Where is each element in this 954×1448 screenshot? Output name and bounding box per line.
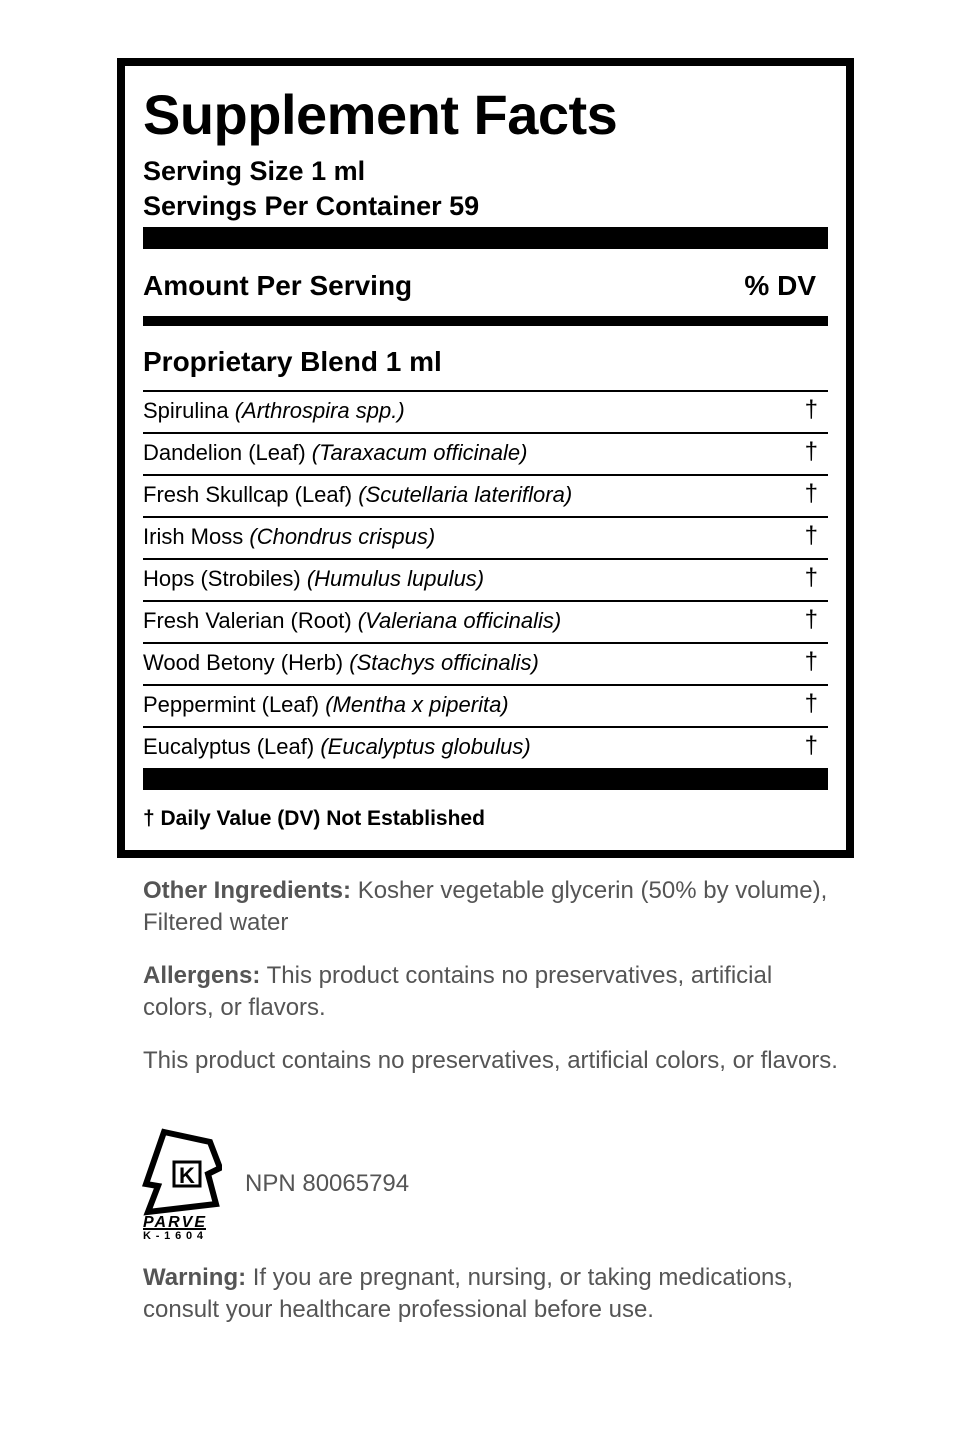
serving-info (143, 154, 479, 224)
supplement-facts-panel (117, 58, 854, 858)
amount-per-serving-label: Amount Per Serving (143, 270, 413, 301)
ingredient-dv: † (804, 522, 818, 549)
ingredient-dv: † (804, 732, 818, 759)
warning-text: If you are pregnant, nursing, or taking medications, consult your healthcare professional before use. (143, 1264, 794, 1323)
ingredient-name (143, 608, 561, 634)
ingredient-dv: † (804, 690, 818, 717)
servings-per-container: Servings Per Container 59 (143, 191, 480, 221)
ingredients-list (143, 390, 828, 768)
npn-number: NPN 80065794 (245, 1170, 410, 1197)
ingredient-name (143, 482, 572, 508)
ingredient-row (143, 684, 828, 726)
other-ingredients (143, 875, 843, 939)
ingredient-name (143, 734, 531, 760)
amount-header-row (143, 270, 828, 306)
ingredient-latin-name: (Arthrospira spp.) (234, 398, 405, 423)
ingredient-common-name: Eucalyptus (Leaf) (143, 734, 315, 759)
ingredient-latin-name: (Scutellaria lateriflora) (358, 482, 573, 507)
warning (143, 1262, 843, 1326)
kosher-letter: K (179, 1163, 195, 1188)
ingredient-row (143, 432, 828, 474)
ingredient-common-name: Spirulina (143, 398, 229, 423)
ingredient-name (143, 524, 435, 550)
kosher-parve-logo-icon (140, 1128, 222, 1240)
separator-bar (143, 227, 828, 249)
ingredient-dv: † (804, 396, 818, 423)
ingredient-row (143, 474, 828, 516)
ingredient-dv: † (804, 606, 818, 633)
ingredient-common-name: Irish Moss (143, 524, 244, 549)
ingredient-common-name: Fresh Skullcap (Leaf) (143, 482, 353, 507)
ingredient-common-name: Fresh Valerian (Root) (143, 608, 352, 633)
ingredient-name (143, 692, 509, 718)
ingredient-name (143, 398, 405, 424)
ingredient-row (143, 558, 828, 600)
ingredient-name (143, 566, 484, 592)
separator-bar (143, 316, 828, 326)
ingredient-dv: † (804, 438, 818, 465)
ingredient-row (143, 726, 828, 768)
ingredient-latin-name: (Taraxacum officinale) (311, 440, 528, 465)
kosher-parve-text: PARVE (143, 1214, 205, 1231)
ingredient-latin-name: (Valeriana officinalis) (357, 608, 562, 633)
ingredient-latin-name: (Humulus lupulus) (306, 566, 485, 591)
supplement-facts-title: Supplement Facts (143, 83, 618, 146)
ingredient-dv: † (804, 648, 818, 675)
other-ingredients-text: Kosher vegetable glycerin (50% by volume), Filtered water (143, 877, 828, 936)
allergens-text: This product contains no preservatives, artificial colors, or flavors. (143, 962, 773, 1021)
ingredient-latin-name: (Eucalyptus globulus) (320, 734, 531, 759)
blend-title: Proprietary Blend 1 ml (143, 346, 442, 377)
ingredient-common-name: Peppermint (Leaf) (143, 692, 320, 717)
serving-size: Serving Size 1 ml (143, 156, 366, 186)
dv-header: % DV (744, 270, 816, 301)
ingredient-name (143, 650, 539, 676)
ingredient-row (143, 642, 828, 684)
ingredient-common-name: Dandelion (Leaf) (143, 440, 306, 465)
dv-footnote: † Daily Value (DV) Not Established (143, 807, 485, 830)
ingredient-row (143, 516, 828, 558)
ingredient-common-name: Hops (Strobiles) (143, 566, 301, 591)
ingredient-latin-name: (Stachys officinalis) (349, 650, 539, 675)
allergens-label: Allergens: (143, 962, 261, 989)
kosher-code: K-1604 (143, 1230, 203, 1240)
other-ingredients-label: Other Ingredients: (143, 877, 352, 904)
allergens (143, 960, 843, 1024)
ingredient-dv: † (804, 480, 818, 507)
warning-label: Warning: (143, 1264, 247, 1291)
no-preservatives-statement: This product contains no preservatives, artificial colors, or flavors. (143, 1047, 838, 1074)
ingredient-name (143, 440, 527, 466)
ingredient-common-name: Wood Betony (Herb) (143, 650, 344, 675)
ingredient-row (143, 390, 828, 432)
ingredient-dv: † (804, 564, 818, 591)
ingredient-latin-name: (Chondrus crispus) (249, 524, 436, 549)
separator-bar (143, 768, 828, 790)
ingredient-latin-name: (Mentha x piperita) (325, 692, 509, 717)
ingredient-row (143, 600, 828, 642)
